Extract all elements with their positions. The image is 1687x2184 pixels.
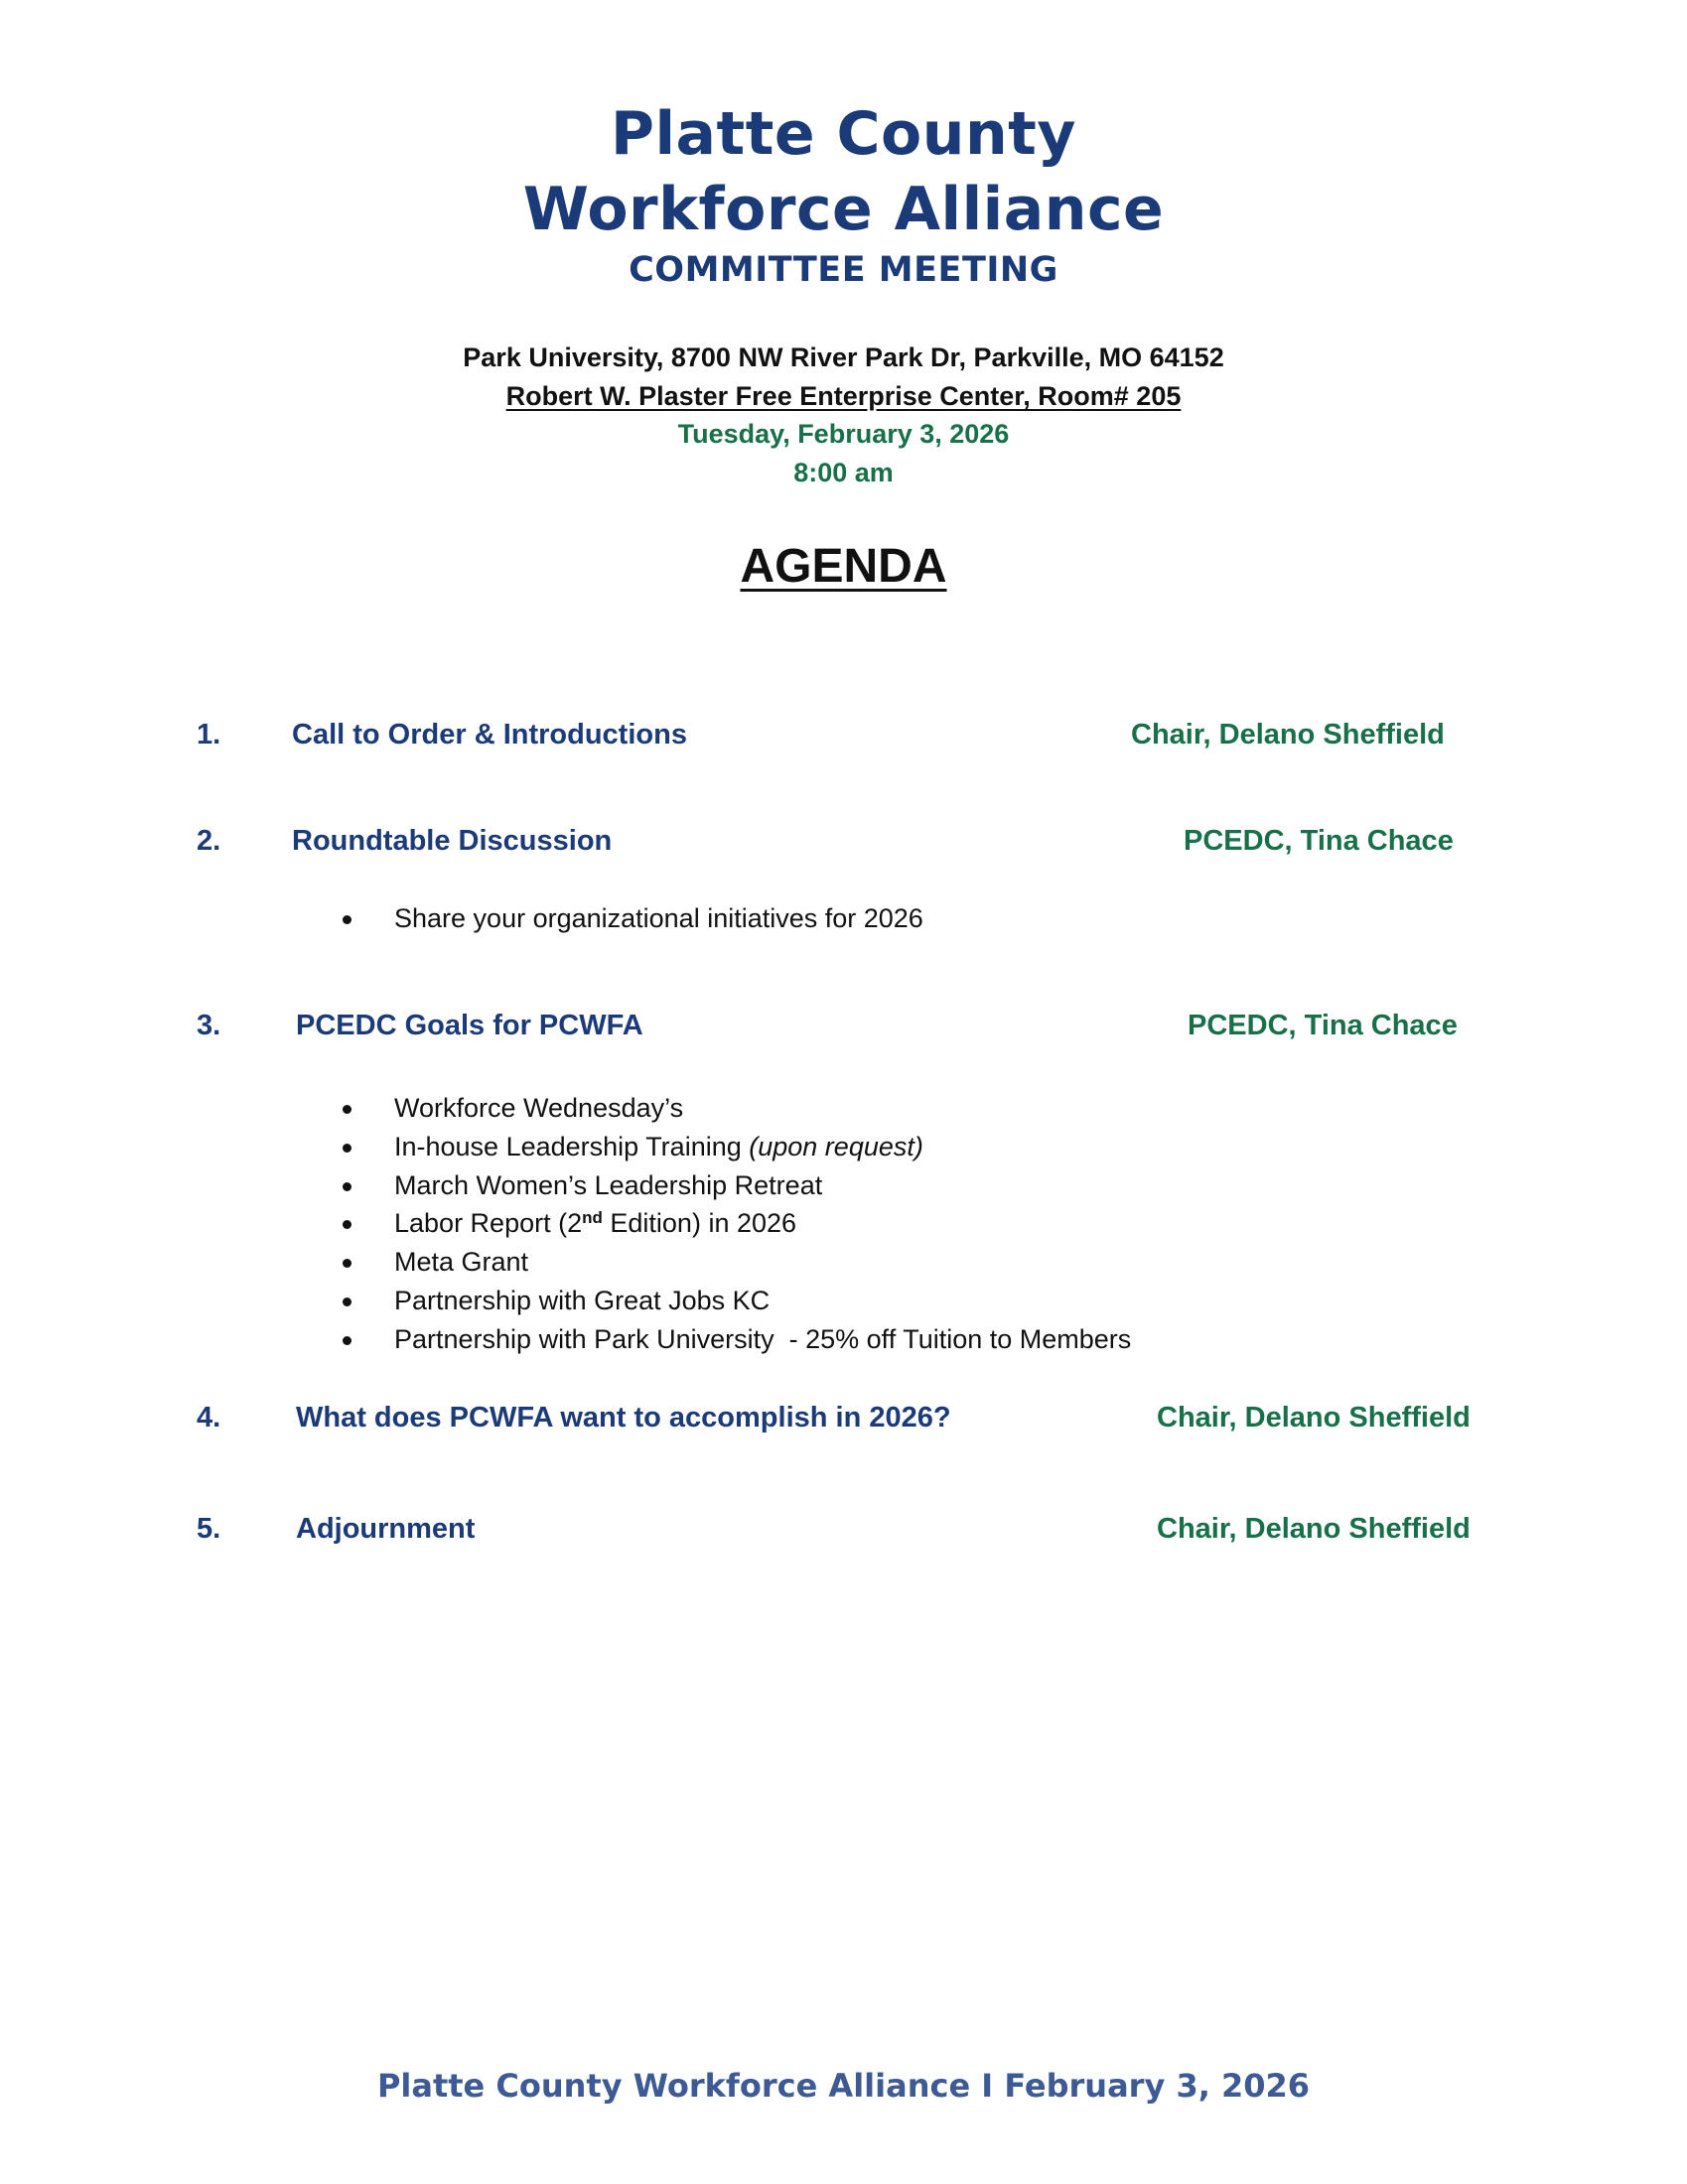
bullet-icon <box>343 1182 351 1191</box>
bullet-text: In-house Leadership Training <box>394 1131 742 1161</box>
bullet-text: Partnership with Great Jobs KC <box>394 1285 771 1315</box>
agenda-item-4 <box>0 1402 1687 1441</box>
bullet-text: Share your organizational initiatives for 2026 <box>394 903 923 933</box>
agenda-item-2 <box>0 825 1687 865</box>
agenda-item-number: 2. <box>197 825 221 857</box>
bullet-text: March Women’s Leadership Retreat <box>394 1169 823 1200</box>
agenda-item-title: What does PCWFA want to accomplish in 2026? <box>296 1402 951 1433</box>
meeting-date: Tuesday, February 3, 2026 <box>677 419 1010 449</box>
agenda-item-title: Roundtable Discussion <box>292 825 613 857</box>
bullet-icon <box>343 1259 351 1268</box>
bullet-text-wrapper <box>394 1204 796 1243</box>
bullet-icon <box>343 1105 351 1114</box>
venue-room-wrapper <box>0 381 1687 412</box>
agenda-item-number: 5. <box>197 1513 221 1545</box>
agenda-item-presenter: Chair, Delano Sheffield <box>1157 1513 1471 1545</box>
bullet-icon <box>343 1297 351 1306</box>
org-name-line-1: Platte County <box>611 99 1076 169</box>
agenda-item-number: 3. <box>197 1010 221 1041</box>
bullet-superscript: nd <box>582 1208 603 1228</box>
meeting-type: COMMITTEE MEETING <box>629 250 1058 290</box>
agenda-item-presenter: PCEDC, Tina Chace <box>1188 1010 1458 1041</box>
agenda-item-1 <box>0 719 1687 758</box>
agenda-item-5 <box>0 1513 1687 1553</box>
bullet-text: Meta Grant <box>394 1247 529 1278</box>
bullet-icon <box>343 1144 351 1153</box>
bullet-icon <box>343 915 351 924</box>
bullet-icon <box>343 1220 351 1229</box>
agenda-item-number: 4. <box>197 1402 221 1433</box>
agenda-item-3 <box>0 1010 1687 1049</box>
agenda-item-presenter: Chair, Delano Sheffield <box>1131 719 1445 751</box>
agenda-item-presenter: PCEDC, Tina Chace <box>1184 825 1454 857</box>
agenda-item-presenter: Chair, Delano Sheffield <box>1157 1402 1471 1433</box>
org-name-line-2: Workforce Alliance <box>522 175 1165 244</box>
bullet-text: Workforce Wednesday’s <box>394 1093 684 1123</box>
agenda-item-title: Call to Order & Introductions <box>292 719 687 751</box>
bullet-text: Partnership with Park University - 25% off Tuition to Members <box>394 1323 1132 1354</box>
agenda-item-title: PCEDC Goals for PCWFA <box>296 1010 643 1041</box>
bullet-text: Labor Report (2 <box>394 1208 583 1239</box>
bullet-text-suffix: Edition) in 2026 <box>602 1208 797 1239</box>
agenda-item-title: Adjournment <box>296 1513 476 1545</box>
bullet-text-wrapper <box>394 1128 923 1166</box>
page-footer: Platte County Workforce Alliance I February 3, 2026 <box>376 2067 1311 2105</box>
bullet-icon <box>343 1336 351 1345</box>
bullet-note: (upon request) <box>749 1131 923 1161</box>
venue-address: Park University, 8700 NW River Park Dr, Parkville, MO 64152 <box>463 342 1224 372</box>
agenda-heading-wrapper <box>0 539 1687 594</box>
venue-room: Robert W. Plaster Free Enterprise Center, Room# 205 <box>505 381 1182 411</box>
meeting-time: 8:00 am <box>793 458 894 487</box>
agenda-heading: AGENDA <box>740 540 947 593</box>
agenda-item-number: 1. <box>197 719 221 751</box>
